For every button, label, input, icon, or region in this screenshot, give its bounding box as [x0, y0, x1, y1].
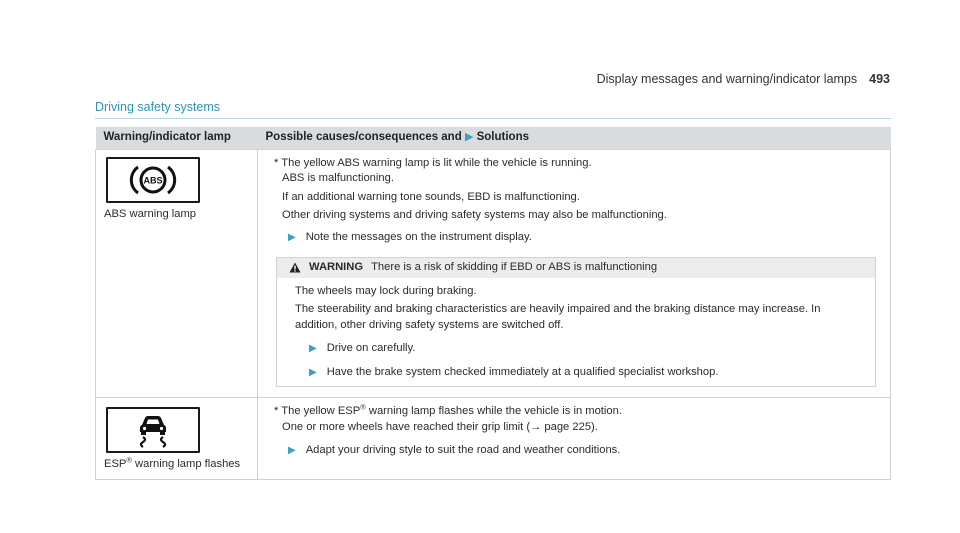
action-item	[274, 230, 882, 246]
warning-action-item	[295, 341, 865, 357]
cause-line-1: * The yellow ABS warning lamp is lit while the vehicle is running.	[274, 156, 592, 169]
warning-line-1: The wheels may lock during braking.	[295, 284, 477, 297]
warning-title: There is a risk of skidding if EBD or ABS is malfunctioning	[371, 261, 658, 273]
lamp-cell	[96, 149, 258, 398]
action-arrow-icon: ▶	[288, 445, 296, 456]
col-header-solutions-text: Solutions	[476, 131, 529, 143]
running-header	[597, 72, 890, 86]
solutions-arrow-icon: ▶	[464, 131, 474, 143]
causes-cell	[258, 398, 891, 480]
action-text: Adapt your driving style to suit the road and weather conditions.	[305, 444, 621, 456]
action-item	[274, 443, 882, 459]
table-row	[96, 149, 891, 398]
col-header-lamp: Warning/indicator lamp	[96, 127, 258, 149]
lamp-label: ABS warning lamp	[104, 207, 197, 220]
cause-line-3: If an additional warning tone sounds, EBD is malfunctioning.	[282, 190, 580, 203]
causes-cell	[258, 149, 891, 398]
warning-triangle-icon	[289, 262, 301, 273]
cause-line-4: Other driving systems and driving safety systems may also be malfunctioning.	[282, 209, 667, 221]
action-text: Note the messages on the instrument display.	[305, 230, 532, 243]
lamp-label-suffix: warning lamp flashes	[131, 458, 241, 470]
section-title: Driving safety systems	[95, 100, 891, 119]
running-title: Display messages and warning/indicator lamps	[596, 72, 858, 86]
table-header-row	[96, 127, 891, 149]
esp-lamp-box	[106, 407, 200, 453]
esp-skidding-car-icon	[133, 412, 173, 448]
action-arrow-icon: ▶	[288, 231, 296, 243]
cause-line-1-suffix: warning lamp flashes while the vehicle is in motion.	[365, 405, 622, 417]
warning-line-2: The steerability and braking characteristics are heavily impaired and the braking distance may increase. In addition, other driving safety systems are switched off.	[295, 303, 821, 331]
lamp-cell	[96, 398, 258, 480]
cause-line-2: One or more wheels have reached their grip limit (→ page 225).	[282, 420, 598, 433]
col-header-causes-text: Possible causes/consequences and	[265, 131, 462, 143]
registered-mark: ®	[360, 402, 366, 412]
warning-action-text-2: Have the brake system checked immediately at a qualified specialist workshop.	[326, 365, 719, 378]
table-row	[96, 398, 891, 480]
abs-lamp-box	[106, 157, 200, 203]
action-arrow-icon: ▶	[309, 343, 317, 354]
abs-icon-text: ABS	[143, 175, 163, 185]
page-number: 493	[869, 72, 890, 86]
col-header-causes	[258, 127, 891, 149]
warning-heading	[277, 258, 875, 278]
cause-line-1-prefix: * The yellow ESP	[274, 405, 361, 417]
warning-label: WARNING	[309, 261, 364, 273]
warning-lamp-table	[95, 127, 891, 480]
lamp-label-prefix: ESP	[104, 458, 127, 470]
cause-line-1	[274, 404, 882, 420]
warning-action-item	[295, 365, 865, 381]
cause-line-2: ABS is malfunctioning.	[282, 172, 394, 184]
warning-box	[276, 257, 876, 387]
abs-icon	[128, 162, 178, 198]
action-arrow-icon: ▶	[309, 366, 317, 378]
warning-body	[277, 278, 875, 387]
lamp-label	[104, 457, 249, 473]
registered-mark: ®	[126, 455, 132, 465]
warning-action-text-1: Drive on carefully.	[326, 342, 416, 354]
